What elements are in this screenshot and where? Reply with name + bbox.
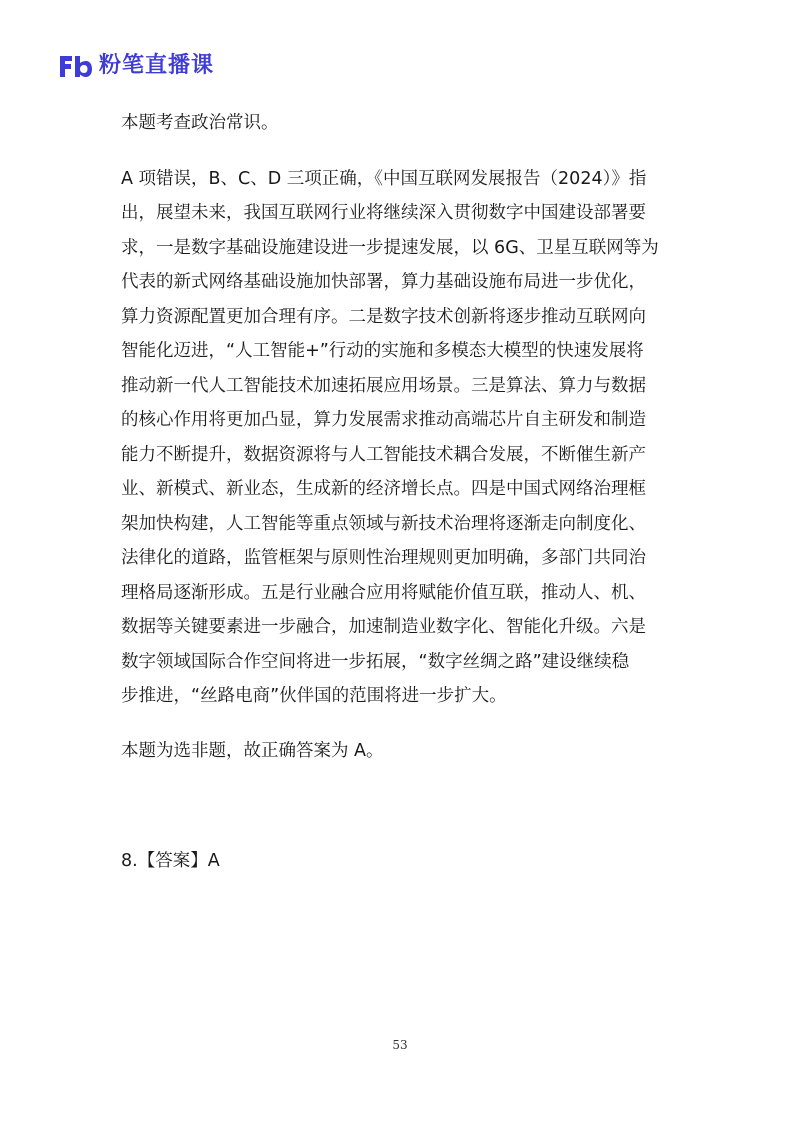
- explanation-line: 算力资源配置更加合理有序。二是数字技术创新将逐步推动互联网向: [121, 306, 646, 327]
- explanation-line: 数字领域国际合作空间将进一步拓展，“数字丝绸之路”建设继续稳: [121, 651, 630, 672]
- explanation-line: 出，展望未来，我国互联网行业将继续深入贯彻数字中国建设部署要: [121, 203, 646, 223]
- spacer: [121, 768, 687, 844]
- explanation-line: 步推进，“丝路电商”伙伴国的范围将进一步扩大。: [121, 686, 507, 706]
- conclusion-text: 本题为选非题，故正确答案为 A。: [121, 740, 384, 761]
- explanation-line: 数据等关键要素进一步融合，加速制造业数字化、智能化升级。六是: [121, 617, 646, 637]
- brand-logo: [57, 50, 214, 82]
- explanation-line: 代表的新式网络基础设施加快部署，算力基础设施布局进一步优化，: [121, 272, 646, 292]
- explanation-line: 法律化的道路，监管框架与原则性治理规则更加明确，多部门共同治: [121, 548, 646, 568]
- explanation-line: 架加快构建，人工智能等重点领域与新技术治理将逐渐走向制度化、: [121, 513, 646, 534]
- explanation-line: 理格局逐渐形成。五是行业融合应用将赋能价值互联，推动人、机、: [121, 582, 646, 603]
- explanation-paragraph: [121, 162, 687, 714]
- explanation-line: 推动新一代人工智能技术加速拓展应用场景。三是算法、算力与数据: [121, 375, 646, 396]
- explanation-line: 能力不断提升，数据资源将与人工智能技术耦合发展，不断催生新产: [121, 444, 646, 465]
- intro-text: 本题考查政治常识。: [121, 113, 279, 133]
- explanation-line: A 项错误，B、C、D 三项正确，《中国互联网发展报告（2024）》指: [121, 168, 647, 189]
- next-answer-heading: 8.【答案】A: [121, 851, 220, 871]
- page-number: 53: [392, 1038, 408, 1052]
- explanation-line: 智能化迈进，“人工智能+”行动的实施和多模态大模型的快速发展将: [121, 341, 644, 361]
- explanation-line: 求，一是数字基础设施建设进一步提速发展，以 6G、卫星互联网等为: [121, 237, 659, 258]
- spacer: [121, 141, 687, 162]
- fenbi-logo-icon: [57, 52, 93, 80]
- answer-explanation: [121, 106, 687, 879]
- explanation-line: 的核心作用将更加凸显，算力发展需求推动高端芯片自主研发和制造: [121, 410, 646, 430]
- brand-name: 粉笔直播课: [99, 53, 215, 78]
- spacer: [121, 714, 687, 734]
- explanation-line: 业、新模式、新业态，生成新的经济增长点。四是中国式网络治理框: [121, 479, 646, 499]
